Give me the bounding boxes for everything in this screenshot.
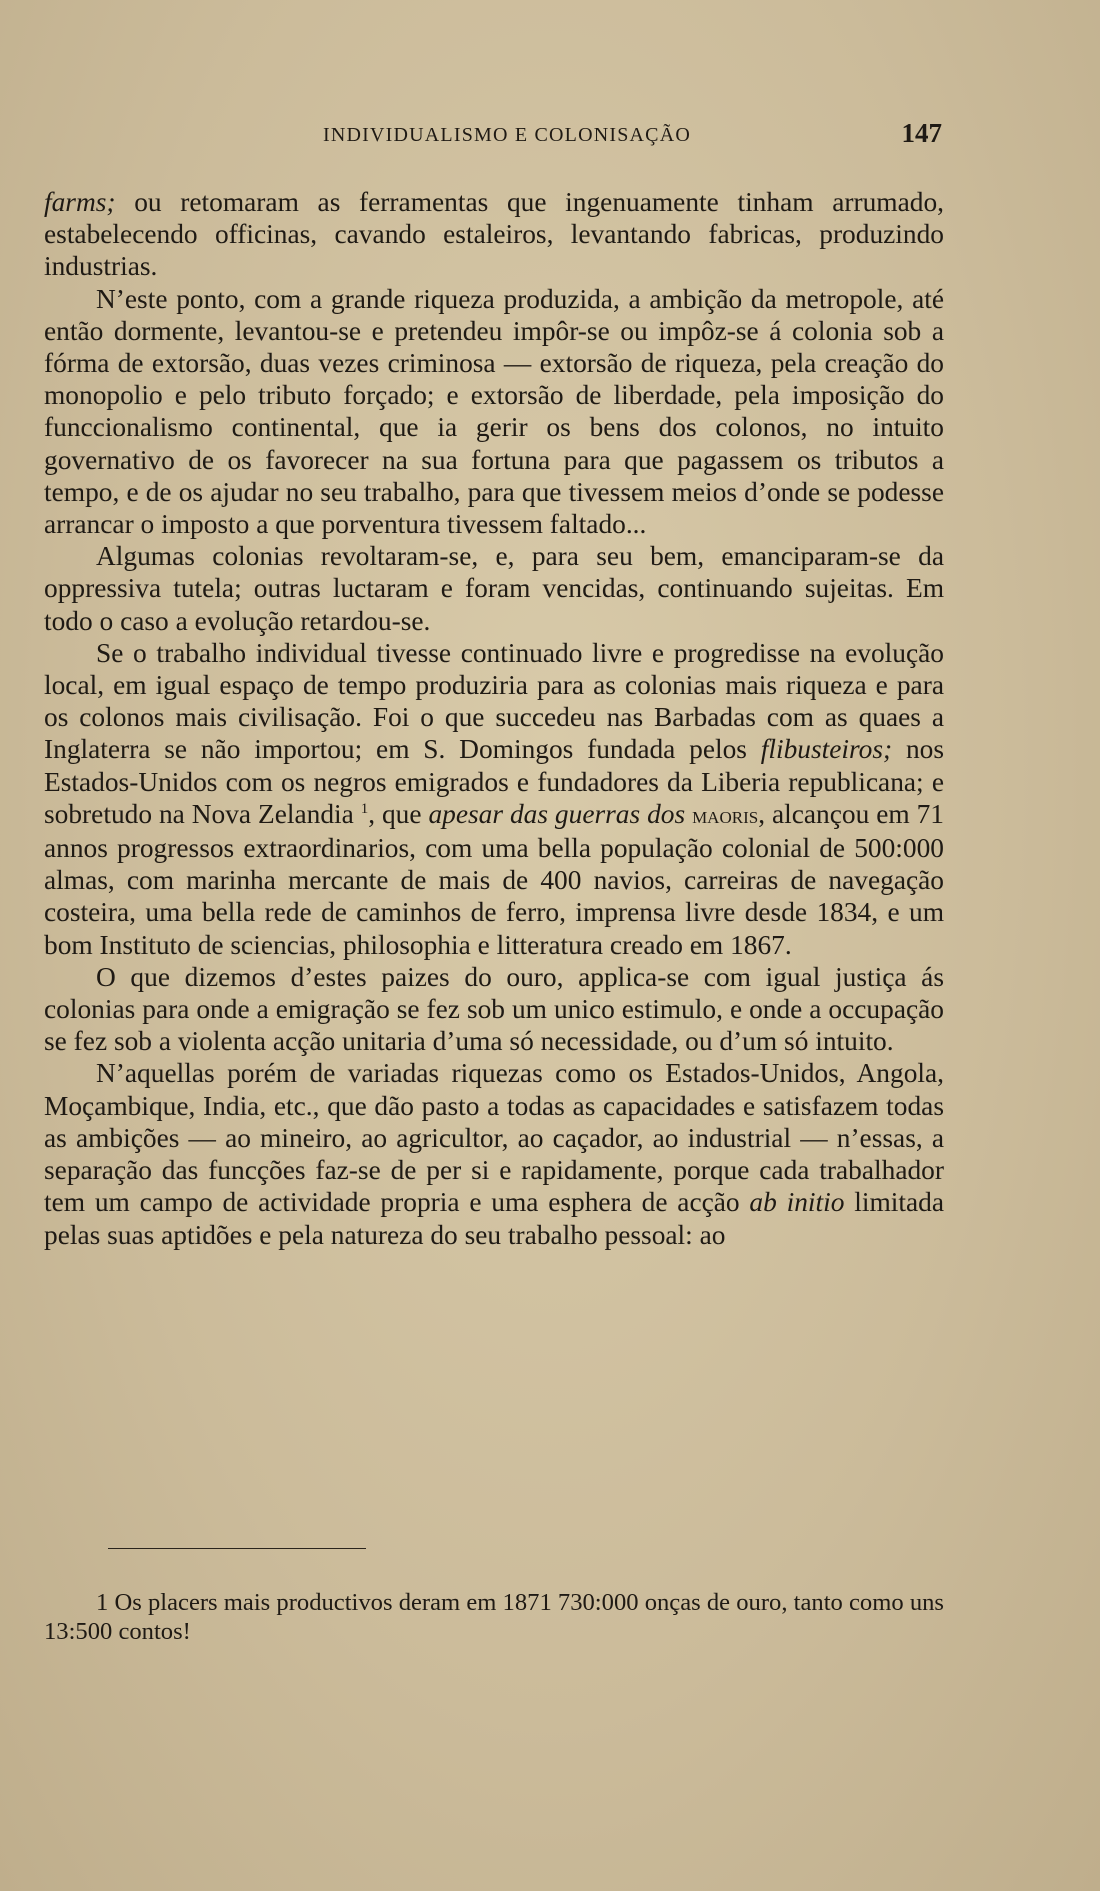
paragraph-2: N’este ponto, com a grande riqueza produzida, a ambição da metropole, até então dormente, levantou-se e pretendeu impôr-se ou impôz-se á colonia sob a fórma de extorsão, duas vezes criminosa — extorsão de riqueza, pela creação do monopolio e pelo tributo forçado; e extorsão de liberdade, pela imposição do funccionalismo continental, que ia gerir os bens dos colonos, no intuito governativo de os favorecer na sua fortuna para que pagassem os tributos a tempo, e de os ajudar no seu trabalho, para que tivessem meios d’onde se podesse arrancar o imposto a que porventura tivessem faltado...	[44, 283, 944, 540]
footnote	[44, 1588, 944, 1646]
footnote-text: Os	[108, 1589, 148, 1616]
footnote-text: mais productivos deram em 1871 730:000 onças de ouro, tanto como uns 13:500 contos!	[44, 1589, 944, 1645]
italic-text: farms;	[44, 187, 116, 217]
italic-text: flibusteiros;	[760, 734, 893, 765]
paragraph-text: , que	[368, 798, 429, 829]
paragraph-text: Se o trabalho individual tivesse continuado livre e progredisse na evolução local, em igual espaço de tempo produziria para as colonias mais riqueza e para os colonos mais civilisação. Foi o que succedeu nas Barbadas com as quaes a Inglaterra se não importou; em S. Domingos fundada pelos	[44, 637, 944, 765]
running-title: INDIVIDUALISMO E COLONISAÇÃO	[322, 124, 692, 146]
paragraph-5: O que dizemos d’estes paizes do ouro, applica-se com igual justiça ás colonias para onde a emigração se fez sob um unico estimulo, e onde a occupação se fez sob a violenta acção unitaria d’uma só necessidade, ou d’um só intuito.	[44, 961, 944, 1057]
footnote-number: 1	[96, 1589, 109, 1616]
small-caps-text: maoris	[692, 802, 759, 829]
paragraph-text: , alcançou em 71 annos progressos extraordinarios, com uma bella população colonial de 500:000 almas, com marinha mercante de mais de 400 navios, carreiras de navegação costeira, uma bella rede de caminhos de ferro, imprensa livre desde 1834, e um bom Instituto de sciencias, philosophia e litteratura creado em 1867.	[44, 798, 944, 960]
page-header	[72, 118, 942, 154]
paragraph-text: N’aquellas porém de variadas riquezas como os Estados-Unidos, Angola, Moçambique, India, etc., que dão pasto a todas as capacidades e satisfazem todas as ambições — ao mineiro, ao agricultor, ao caçador, ao industrial — n’essas, a separação das funcções faz-se de per si e rapidamente, porque cada trabalhador tem um campo de actividade propria e uma esphera de acção	[44, 1058, 944, 1218]
footnote-marker[interactable]: 1	[360, 800, 369, 817]
paragraph-text: ou retomaram as ferramentas que ingenuamente tinham arrumado, estabelecendo officinas, cavando estaleiros, levantando fabricas, produzindo industrias.	[44, 187, 944, 282]
footnote-divider	[108, 1548, 366, 1549]
italic-text: apesar das guerras dos	[428, 798, 686, 829]
paragraph-text: nos Estados-Unidos com os negros emigrados e fundadores da Liberia republicana; e sobretudo na Nova Zelandia	[44, 734, 944, 829]
paragraph-1	[44, 186, 944, 283]
paragraph-4	[44, 637, 944, 961]
italic-text: ab initio	[749, 1187, 845, 1218]
page-number: 147	[901, 118, 942, 148]
paragraph-3: Algumas colonias revoltaram-se, e, para seu bem, emanciparam-se da oppressiva tutela; outras luctaram e foram vencidas, continuando sujeitas. Em todo o caso a evolução retardou-se.	[44, 541, 944, 636]
paragraph-6	[44, 1057, 944, 1250]
italic-text: placers	[147, 1589, 218, 1616]
body-text	[44, 186, 944, 1251]
paragraph-text: limitada pelas suas aptidões e pela natureza do seu trabalho pessoal: ao	[44, 1187, 944, 1250]
footnote-paragraph	[44, 1588, 944, 1646]
